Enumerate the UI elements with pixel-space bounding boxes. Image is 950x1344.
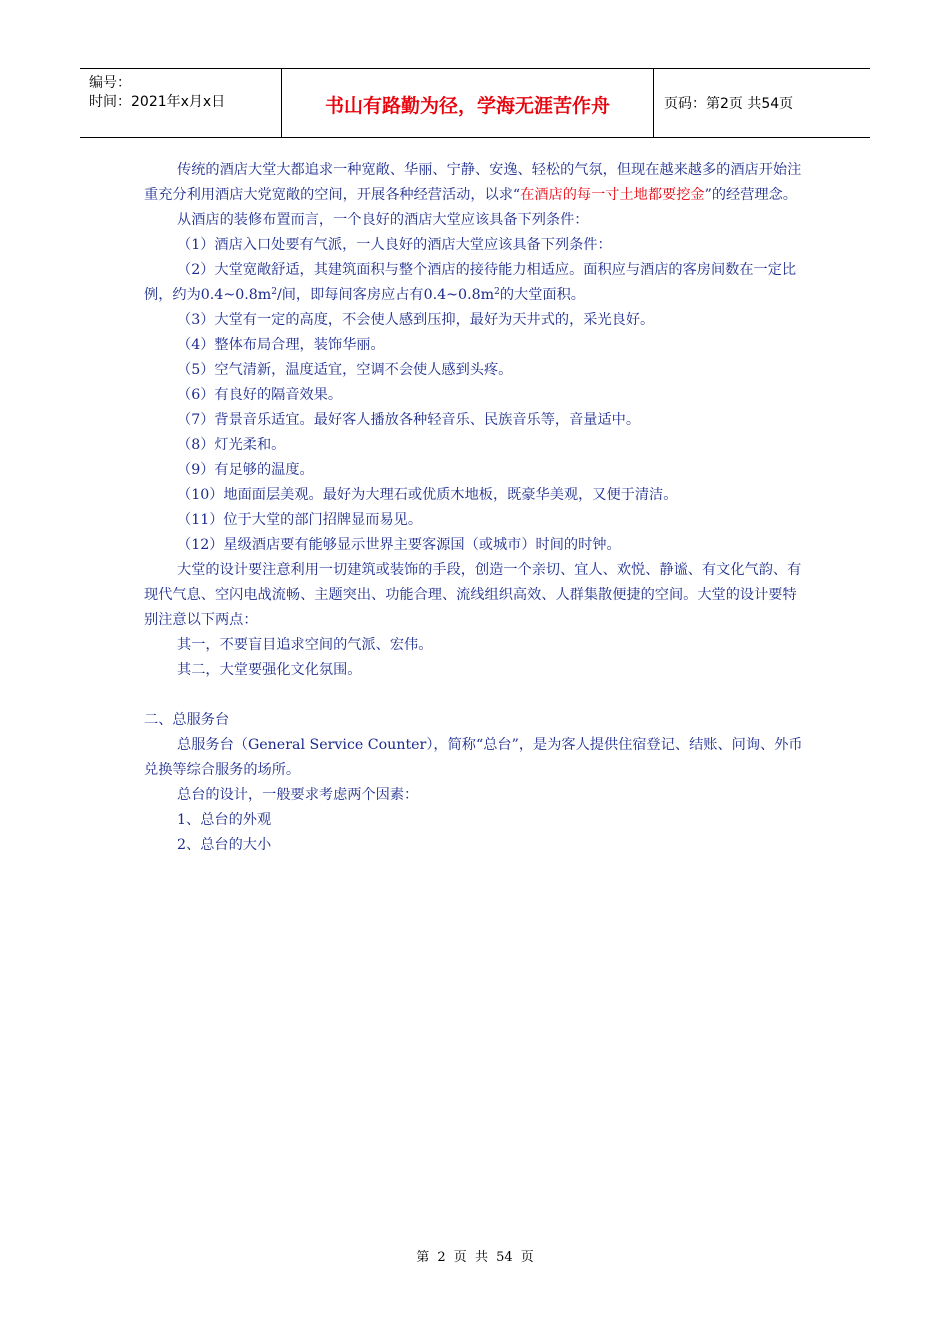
footer-word-gong: 共 bbox=[474, 1250, 488, 1265]
superscript-2: 2 bbox=[494, 287, 500, 297]
header-meta-cell bbox=[80, 69, 282, 137]
condition-item-11: （11）位于大堂的部门招牌显而易见。 bbox=[177, 512, 423, 528]
section-heading: 二、总服务台 bbox=[144, 712, 230, 728]
footer-total-pages: 54 bbox=[496, 1250, 513, 1265]
page-info: 页码：第2页 共54页 bbox=[664, 96, 794, 112]
serial-number-label: 编号： bbox=[89, 75, 131, 91]
condition-item-7: （7）背景音乐适宜。最好客人播放各种轻音乐、民族音乐等，音量适中。 bbox=[177, 412, 641, 428]
superscript-2: 2 bbox=[271, 287, 277, 297]
condition-item-9: （9）有足够的温度。 bbox=[177, 462, 314, 478]
intro-paragraph bbox=[144, 158, 808, 208]
condition-item-5: （5）空气清新，温度适宜，空调不会使人感到头疼。 bbox=[177, 362, 513, 378]
condition-item-12: （12）星级酒店要有能够显示世界主要客源国（或城市）时间的时钟。 bbox=[177, 537, 621, 553]
footer-page-number: 2 bbox=[437, 1250, 446, 1265]
condition-2-text-c: 的大堂面积。 bbox=[499, 287, 585, 303]
footer-word-ye: 页 bbox=[520, 1250, 534, 1265]
page-footer bbox=[0, 1246, 950, 1265]
condition-2-text-b: /间，即每间客房应占有0.4~0.8m bbox=[276, 287, 495, 303]
condition-item-6: （6）有良好的隔音效果。 bbox=[177, 387, 343, 403]
footer-word-di: 第 bbox=[416, 1250, 430, 1265]
header-motto-cell bbox=[282, 69, 654, 137]
condition-item-1: （1）酒店入口处要有气派，一人良好的酒店大堂应该具备下列条件： bbox=[177, 237, 612, 253]
counter-definition: 总服务台（General Service Counter），简称“总台”，是为客人提供住宿登记、结账、问询、外币兑换等综合服务的场所。 bbox=[144, 737, 803, 778]
motto-text: 书山有路勤为径，学海无涯苦作舟 bbox=[324, 95, 610, 117]
intro-text-a: 传统的酒店大堂大都追求一种宽敞、华丽、宁静、安逸、轻松的气氛，但现在越来越多的酒店开始注重充分利用酒店大党宽敞的空间，开展各种经营活动，以求“ bbox=[144, 162, 802, 203]
paragraph-gap bbox=[144, 683, 808, 708]
footer-word-ye: 页 bbox=[453, 1250, 467, 1265]
condition-item-2 bbox=[144, 258, 808, 308]
design-point-2: 其二，大堂要强化文化氛围。 bbox=[177, 662, 362, 678]
intro-highlight: 在酒店的每一寸土地都要挖金 bbox=[520, 187, 705, 203]
intro-text-b: ”的经营理念。 bbox=[704, 187, 797, 203]
factor-item-1: 1、总台的外观 bbox=[177, 812, 272, 828]
condition-2-text-a: （2）大堂宽敞舒适，其建筑面积与整个酒店的接待能力相适应。面积应与酒店的客房间数在一定比例，约为0.4~0.8m bbox=[144, 262, 797, 303]
condition-item-8: （8）灯光柔和。 bbox=[177, 437, 286, 453]
conditions-intro: 从酒店的装修布置而言，一个良好的酒店大堂应该具备下列条件： bbox=[177, 212, 589, 228]
design-point-1: 其一，不要盲目追求空间的气派、宏伟。 bbox=[177, 637, 433, 653]
counter-design-intro: 总台的设计，一般要求考虑两个因素： bbox=[177, 787, 419, 803]
document-body bbox=[144, 158, 808, 858]
header-page-cell bbox=[654, 69, 870, 137]
condition-item-3: （3）大堂有一定的高度，不会使人感到压抑，最好为天井式的，采光良好。 bbox=[177, 312, 655, 328]
design-paragraph: 大堂的设计要注意利用一切建筑或装饰的手段，创造一个亲切、宜人、欢悦、静谧、有文化气韵、有现代气息、空闪电战流畅、主题突出、功能合理、流线组织高效、人群集散便捷的空间。大堂的设计要特别注意以下两点： bbox=[144, 562, 802, 628]
header-table bbox=[80, 68, 870, 138]
date-label: 时间：2021年x月x日 bbox=[89, 94, 226, 110]
factor-item-2: 2、总台的大小 bbox=[177, 837, 272, 853]
condition-item-4: （4）整体布局合理，装饰华丽。 bbox=[177, 337, 385, 353]
condition-item-10: （10）地面面层美观。最好为大理石或优质木地板，既豪华美观，又便于清洁。 bbox=[177, 487, 678, 503]
